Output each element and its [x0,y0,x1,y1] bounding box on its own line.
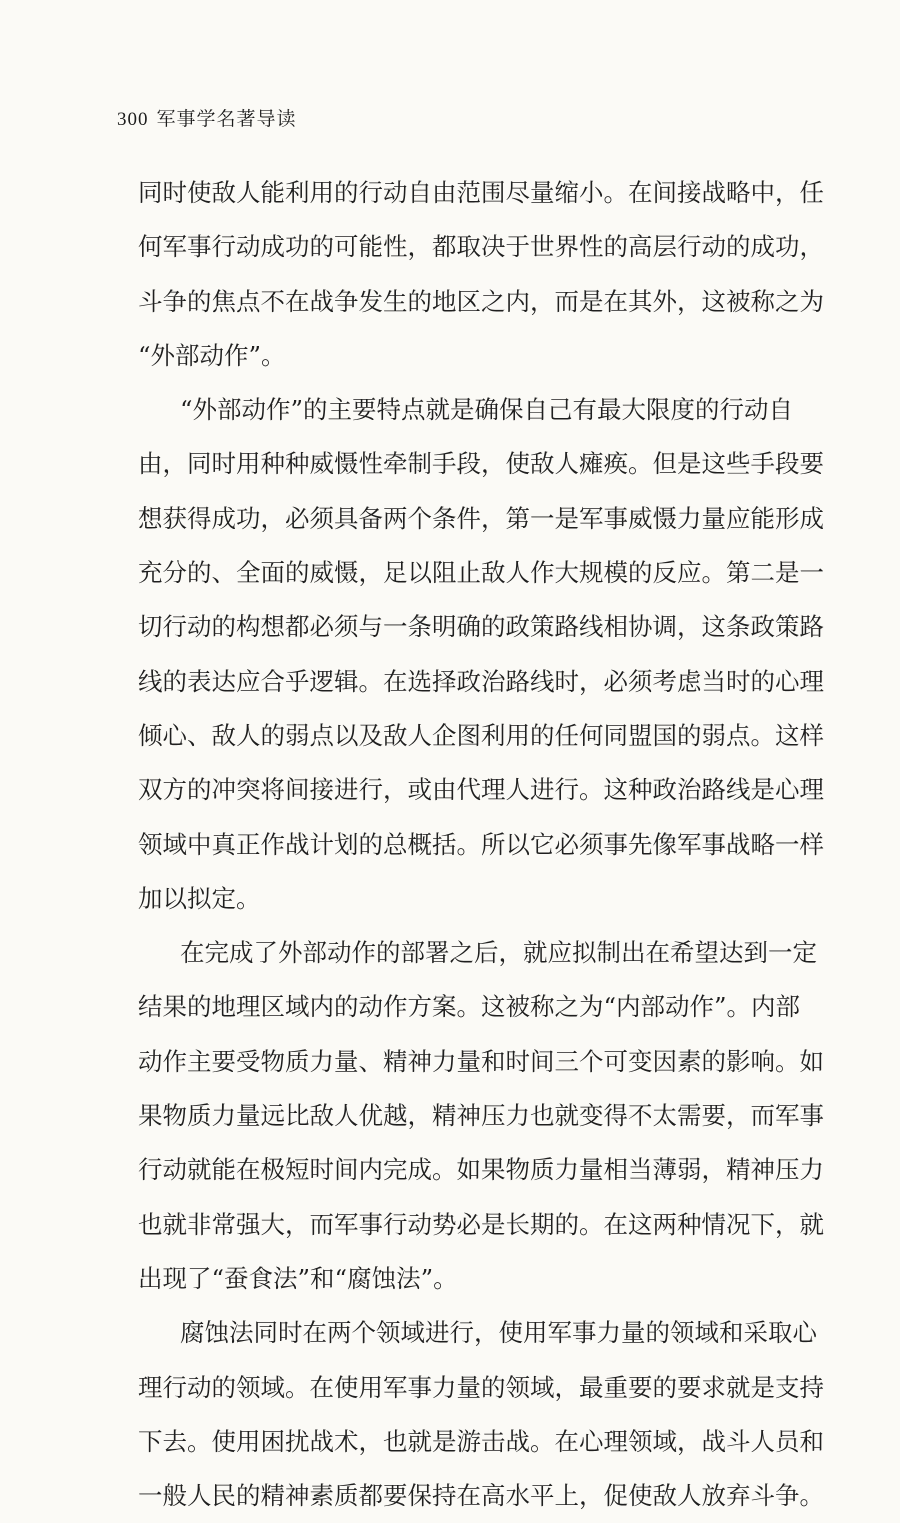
text-line: 也就非常强大，而军事行动势必是长期的。在这两种情况下，就 [138,1209,824,1239]
text-line: 领域中真正作战计划的总概括。所以它必须事先像军事战略一样 [138,829,824,859]
text-line: 果物质力量远比敌人优越，精神压力也就变得不太需要，而军事 [138,1101,824,1131]
text-line: 加以拟定。 [138,883,261,913]
text-line: 充分的、全面的威慑，足以阻止敌人作大规模的反应。第二是一 [138,558,824,588]
text-line: 行动就能在极短时间内完成。如果物质力量相当薄弱，精神压力 [138,1155,824,1185]
body-text [138,166,824,1523]
text-line: 腐蚀法同时在两个领域进行，使用军事力量的领域和采取心 [180,1318,817,1348]
text-line: 线的表达应合乎逻辑。在选择政治路线时，必须考虑当时的心理 [138,666,824,696]
text-line: 斗争的焦点不在战争发生的地区之内，而是在其外，这被称之为 [138,286,824,316]
text-line: “外部动作”。 [138,340,286,370]
page-number: 300 [117,109,149,130]
text-line: 倾心、敌人的弱点以及敌人企图利用的任何同盟国的弱点。这样 [138,720,824,750]
text-line: 想获得成功，必须具备两个条件，第一是军事威慑力量应能形成 [138,503,824,533]
text-line: 一般人民的精神素质都要保持在高水平上，促使敌人放弃斗争。 [138,1481,824,1511]
text-line: 由，同时用种种威慑性牵制手段，使敌人瘫痪。但是这些手段要 [138,449,824,479]
text-line: 何军事行动成功的可能性，都取决于世界性的高层行动的成功， [138,232,824,262]
text-line: 同时使敌人能利用的行动自由范围尽量缩小。在间接战略中，任 [138,178,824,207]
running-header [117,104,297,131]
text-line: 出现了“蚕食法”和“腐蚀法”。 [138,1263,458,1293]
text-line: 动作主要受物质力量、精神力量和时间三个可变因素的影响。如 [138,1046,824,1076]
book-title: 军事学名著导读 [156,108,297,130]
text-line: 在完成了外部动作的部署之后，就应拟制出在希望达到一定 [180,938,817,968]
text-line: 下去。使用困扰战术，也就是游击战。在心理领域，战斗人员和 [138,1426,824,1456]
text-line: 理行动的领域。在使用军事力量的领域，最重要的要求就是支持 [138,1372,824,1402]
text-line: 结果的地理区域内的动作方案。这被称之为“内部动作”。内部 [138,992,801,1022]
text-line: 双方的冲突将间接进行，或由代理人进行。这种政治路线是心理 [138,775,824,805]
text-line: “外部动作”的主要特点就是确保自己有最大限度的行动自 [180,395,794,425]
text-line: 切行动的构想都必须与一条明确的政策路线相协调，这条政策路 [138,612,824,642]
